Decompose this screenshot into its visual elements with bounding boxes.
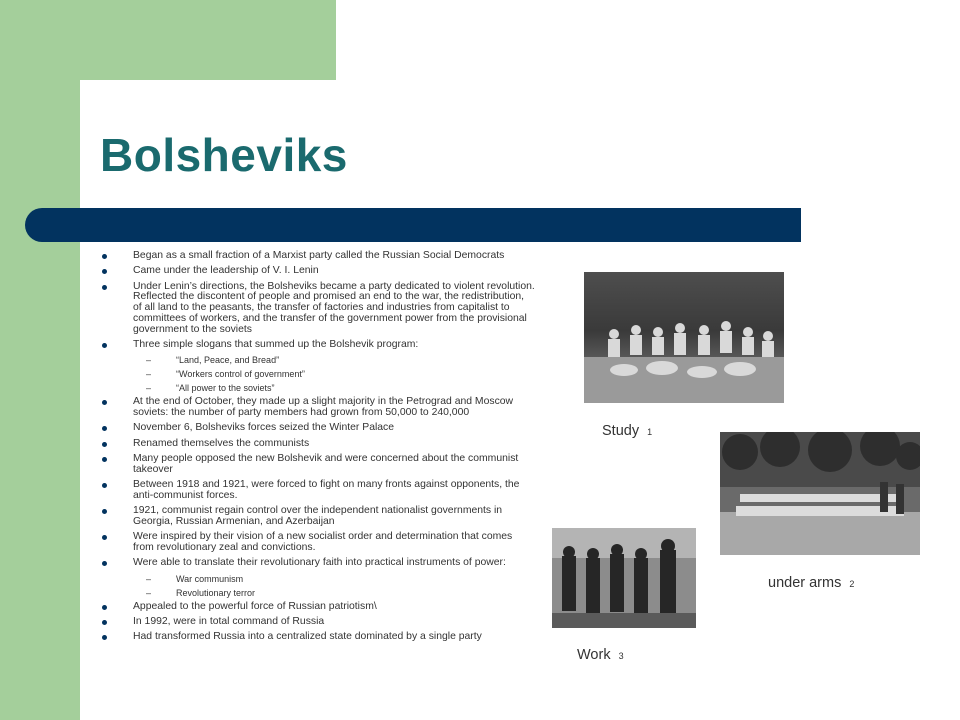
sub-bullet-item <box>100 574 535 584</box>
title-underline-bar <box>25 208 801 242</box>
study-photo <box>584 272 784 403</box>
sub-bullet-item <box>100 383 535 393</box>
bullet-dot-icon <box>102 535 107 540</box>
dash-icon: – <box>146 587 152 598</box>
bullet-text: Were able to translate their revolutionary faith into practical instruments of power: <box>133 557 506 569</box>
bullet-item <box>100 602 535 613</box>
work-caption-label: Work <box>577 647 611 663</box>
sub-bullet-item <box>100 369 535 379</box>
bullet-text: Three simple slogans that summed up the Bolshevik program: <box>133 339 419 351</box>
under-arms-caption-label: under arms <box>768 575 842 591</box>
work-caption-number: 3 <box>618 651 624 661</box>
bullet-dot-icon <box>102 400 107 405</box>
bullet-dot-icon <box>102 509 107 514</box>
bullet-text: Had transformed Russia into a centralized state dominated by a single party <box>133 631 482 643</box>
bullet-item <box>100 340 535 351</box>
bullet-dot-icon <box>102 635 107 640</box>
bullet-text: 1921, communist regain control over the independent nationalist governments in Georgia, Russian Armenian, and Azerbaijan <box>133 505 503 528</box>
bullet-item <box>100 454 535 476</box>
bullet-dot-icon <box>102 285 107 290</box>
bullet-item <box>100 617 535 628</box>
bullet-text: November 6, Bolsheviks forces seized the Winter Palace <box>133 422 395 434</box>
bullet-text: “Workers control of government” <box>176 369 305 380</box>
bullet-item <box>100 558 535 569</box>
top-accent-bar <box>80 0 336 80</box>
study-caption <box>602 423 652 439</box>
sub-bullet-item <box>100 355 535 365</box>
bullet-text: Between 1918 and 1921, were forced to fight on many fronts against opponents, the anti-communist forces. <box>133 479 520 501</box>
bullet-dot-icon <box>102 620 107 625</box>
bullet-item <box>100 506 535 528</box>
dash-icon: – <box>146 573 152 584</box>
bullet-item <box>100 480 535 502</box>
bullet-dot-icon <box>102 605 107 610</box>
bullet-item <box>100 439 535 450</box>
bullet-dot-icon <box>102 254 107 259</box>
bullet-text: In 1992, were in total command of Russia <box>133 616 325 628</box>
bullet-item <box>100 251 535 262</box>
under-arms-photo <box>720 432 920 555</box>
bullet-dot-icon <box>102 442 107 447</box>
bullet-text: Appealed to the powerful force of Russian patriotism\ <box>133 600 377 612</box>
work-photo <box>552 528 696 628</box>
study-caption-label: Study <box>602 423 640 439</box>
bullet-text: Began as a small fraction of a Marxist party called the Russian Social Democrats <box>133 250 505 261</box>
bullet-dot-icon <box>102 457 107 462</box>
dash-icon: – <box>146 355 152 366</box>
bullet-item <box>100 532 535 554</box>
bullet-text: Many people opposed the new Bolshevik and were concerned about the communist takeover <box>133 453 519 475</box>
bullet-text: Under Lenin’s directions, the Bolsheviks became a party dedicated to violent revolution. Reflected the discontent of people and promised an end to the war, the redistribution, of all land to the peasants, the transfer of factories and industries from capitalist to committees of workers, and the transfer of the government power from the provisional government to the soviets <box>133 280 535 335</box>
bullet-dot-icon <box>102 343 107 348</box>
sub-bullet-item <box>100 588 535 598</box>
bullet-dot-icon <box>102 269 107 274</box>
dash-icon: – <box>146 369 152 380</box>
left-accent-bar <box>0 0 80 720</box>
bullet-item <box>100 397 535 419</box>
bullet-text: Were inspired by their vision of a new socialist order and determination that comes from revolutionary zeal and convictions. <box>133 531 513 554</box>
bullet-item <box>100 266 535 277</box>
bullet-dot-icon <box>102 483 107 488</box>
dash-icon: – <box>146 383 152 394</box>
bullet-item <box>100 632 535 643</box>
bullet-text: At the end of October, they made up a slight majority in the Petrograd and Moscow soviets: the number of party members had grown from 50,000 to 240,000 <box>133 396 514 419</box>
bullet-text: War communism <box>176 573 244 584</box>
bullet-text: “Land, Peace, and Bread” <box>176 355 280 366</box>
bullet-item <box>100 282 535 336</box>
bullet-text: “All power to the soviets” <box>176 383 275 394</box>
slide-title: Bolsheviks <box>100 129 348 181</box>
under-arms-caption-number: 2 <box>849 579 855 589</box>
bullet-list <box>100 251 535 648</box>
bullet-dot-icon <box>102 426 107 431</box>
bullet-item <box>100 423 535 434</box>
under-arms-caption <box>768 575 854 591</box>
bullet-dot-icon <box>102 561 107 566</box>
study-caption-number: 1 <box>647 427 653 437</box>
bullet-text: Renamed themselves the communists <box>133 437 310 449</box>
bullet-text: Revolutionary terror <box>176 587 256 598</box>
work-caption <box>577 647 624 663</box>
bullet-text: Came under the leadership of V. I. Lenin <box>133 265 319 277</box>
